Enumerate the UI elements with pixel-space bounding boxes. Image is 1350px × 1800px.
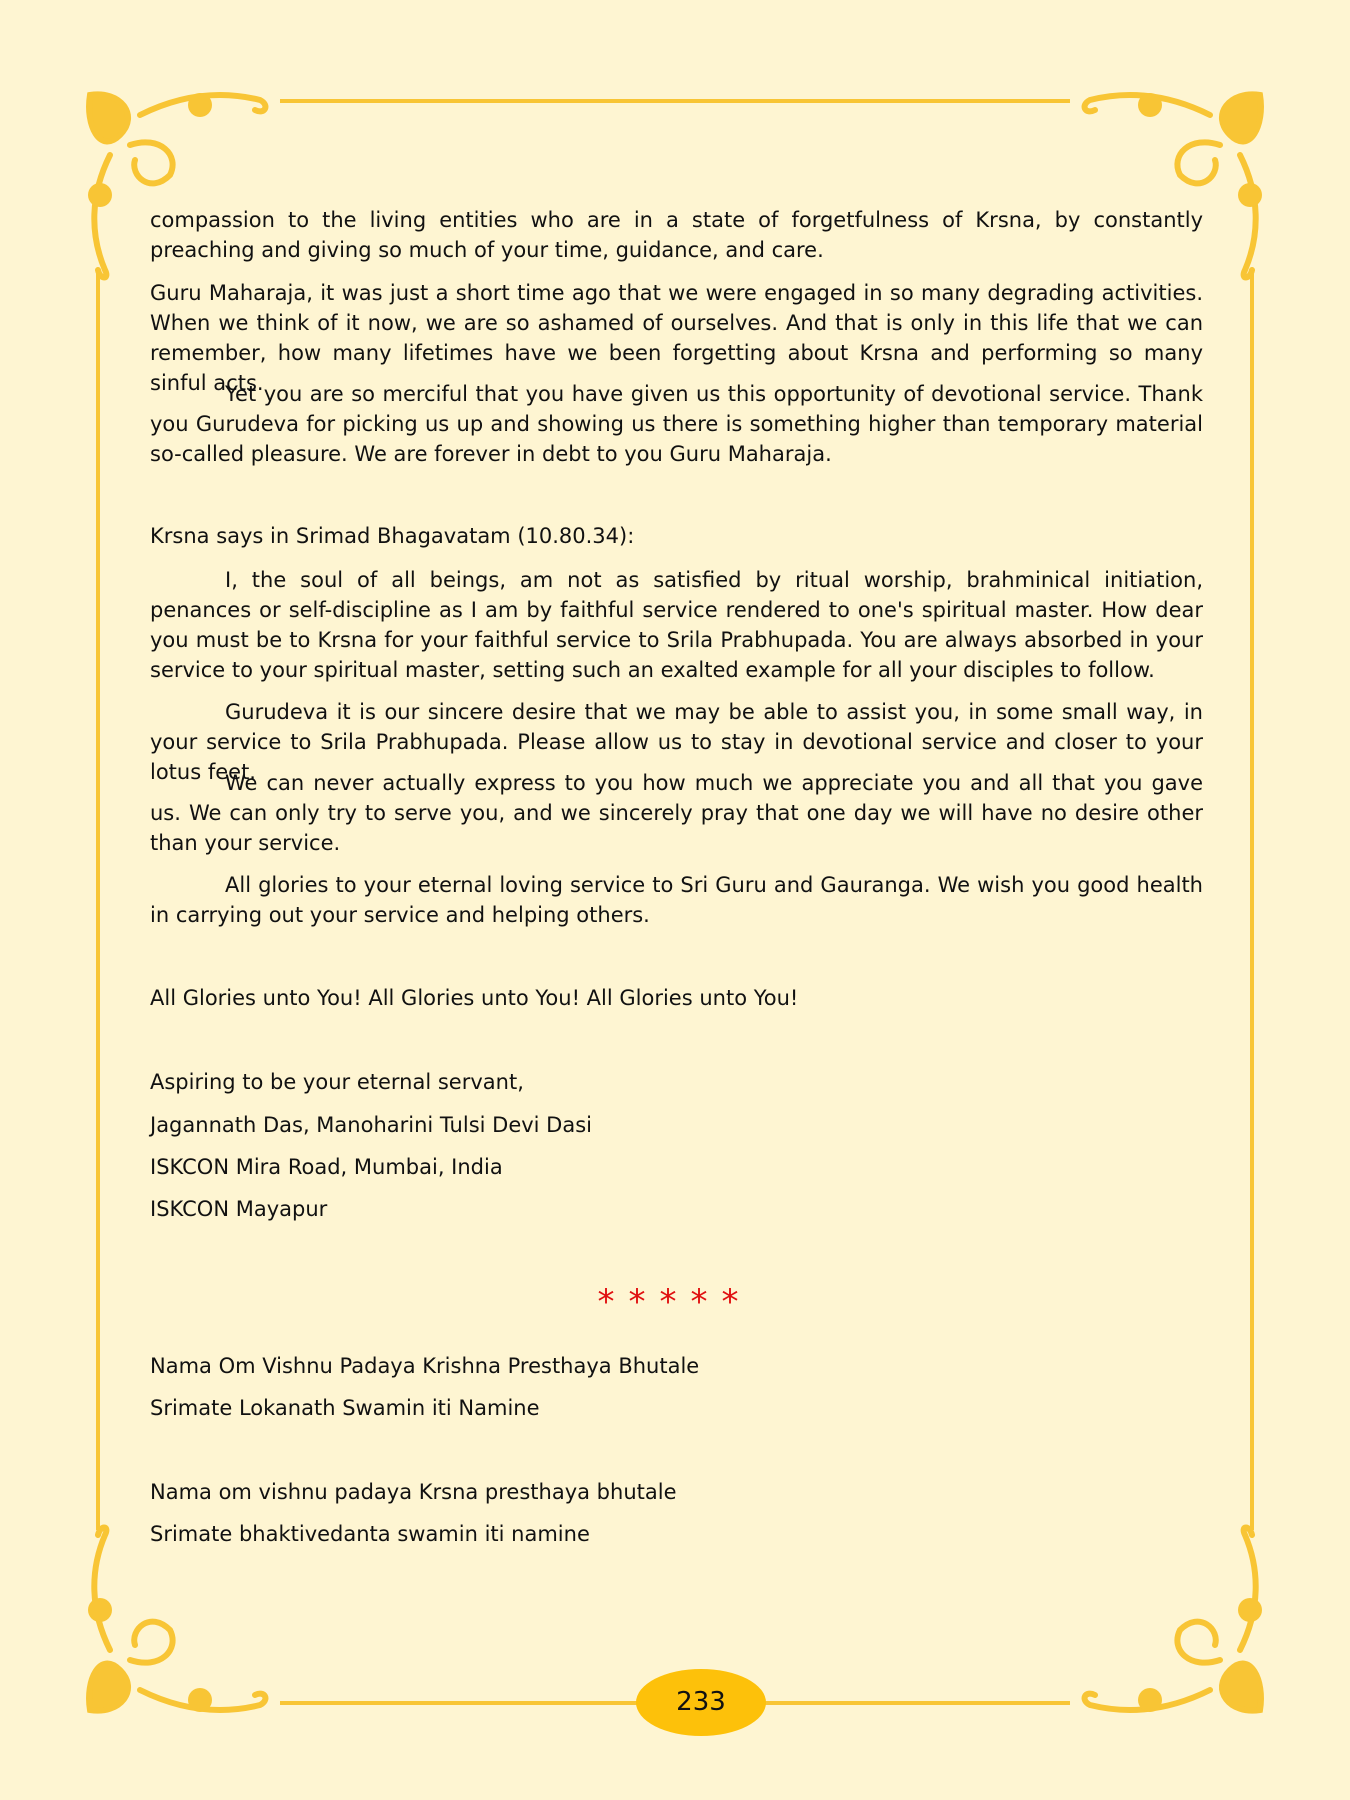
- paragraph: Guru Maharaja, it was just a short time ago that we were engaged in so many degrading activities. When we think of it now, we are so ashamed of ourselves. And that is only in this life that we can remember, how many lifetimes have we been forgetting about Krsna and performing so many sinful acts.: [150, 281, 1203, 395]
- verse-intro: Krsna says in Srimad Bhagavatam (10.80.34):: [150, 524, 635, 548]
- corner-ornament-bottom-left: [80, 1520, 280, 1720]
- signature-location: ISKCON Mira Road, Mumbai, India: [150, 1155, 503, 1179]
- star-separator: *****: [597, 1282, 753, 1322]
- pranam-line: Srimate bhaktivedanta swamin iti namine: [150, 1522, 590, 1546]
- glories-line: All Glories unto You! All Glories unto You! All Glories unto You!: [150, 986, 799, 1010]
- paragraph: I, the soul of all beings, am not as satisfied by ritual worship, brahminical initiation, penances or self-discipline as I am by faithful service rendered to one's spiritual master. How dear you must be to Krsna for your faithful service to Srila Prabhupada. You are always absorbed in your service to your spiritual master, setting such an exalted example for all your disciples to follow.: [150, 568, 1203, 682]
- paragraph: Yet you are so merciful that you have given us this opportunity of devotional service. Thank you Gurudeva for picking us up and showing us there is something higher than temporary material so-called pleasure. We are forever in debt to you Guru Maharaja.: [150, 382, 1203, 466]
- pranam-line: Nama om vishnu padaya Krsna presthaya bhutale: [150, 1480, 677, 1504]
- paragraph: All glories to your eternal loving service to Sri Guru and Gauranga. We wish you good health in carrying out your service and helping others.: [150, 873, 1203, 927]
- paragraph: Gurudeva it is our sincere desire that we may be able to assist you, in some small way, in your service to Srila Prabhupada. Please allow us to stay in devotional service and closer to your lotus feet.: [150, 700, 1203, 784]
- signature-closing: Aspiring to be your eternal servant,: [150, 1070, 524, 1094]
- signature-location: ISKCON Mayapur: [150, 1197, 328, 1221]
- pranam-line: Nama Om Vishnu Padaya Krishna Presthaya Bhutale: [150, 1354, 700, 1378]
- border-top: [280, 99, 1070, 103]
- border-left: [96, 270, 100, 1530]
- pranam-line: Srimate Lokanath Swamin iti Namine: [150, 1396, 540, 1420]
- page-number: 233: [636, 1669, 766, 1736]
- paragraph: compassion to the living entities who are in a state of forgetfulness of Krsna, by constantly preaching and giving so much of your time, guidance, and care.: [150, 208, 1203, 262]
- paragraph: We can never actually express to you how much we appreciate you and all that you gave us. We can only try to serve you, and we sincerely pray that one day we will have no desire other than your service.: [150, 771, 1203, 855]
- border-right: [1250, 270, 1254, 1530]
- signature-names: Jagannath Das, Manoharini Tulsi Devi Dasi: [150, 1113, 592, 1137]
- corner-ornament-bottom-right: [1070, 1520, 1270, 1720]
